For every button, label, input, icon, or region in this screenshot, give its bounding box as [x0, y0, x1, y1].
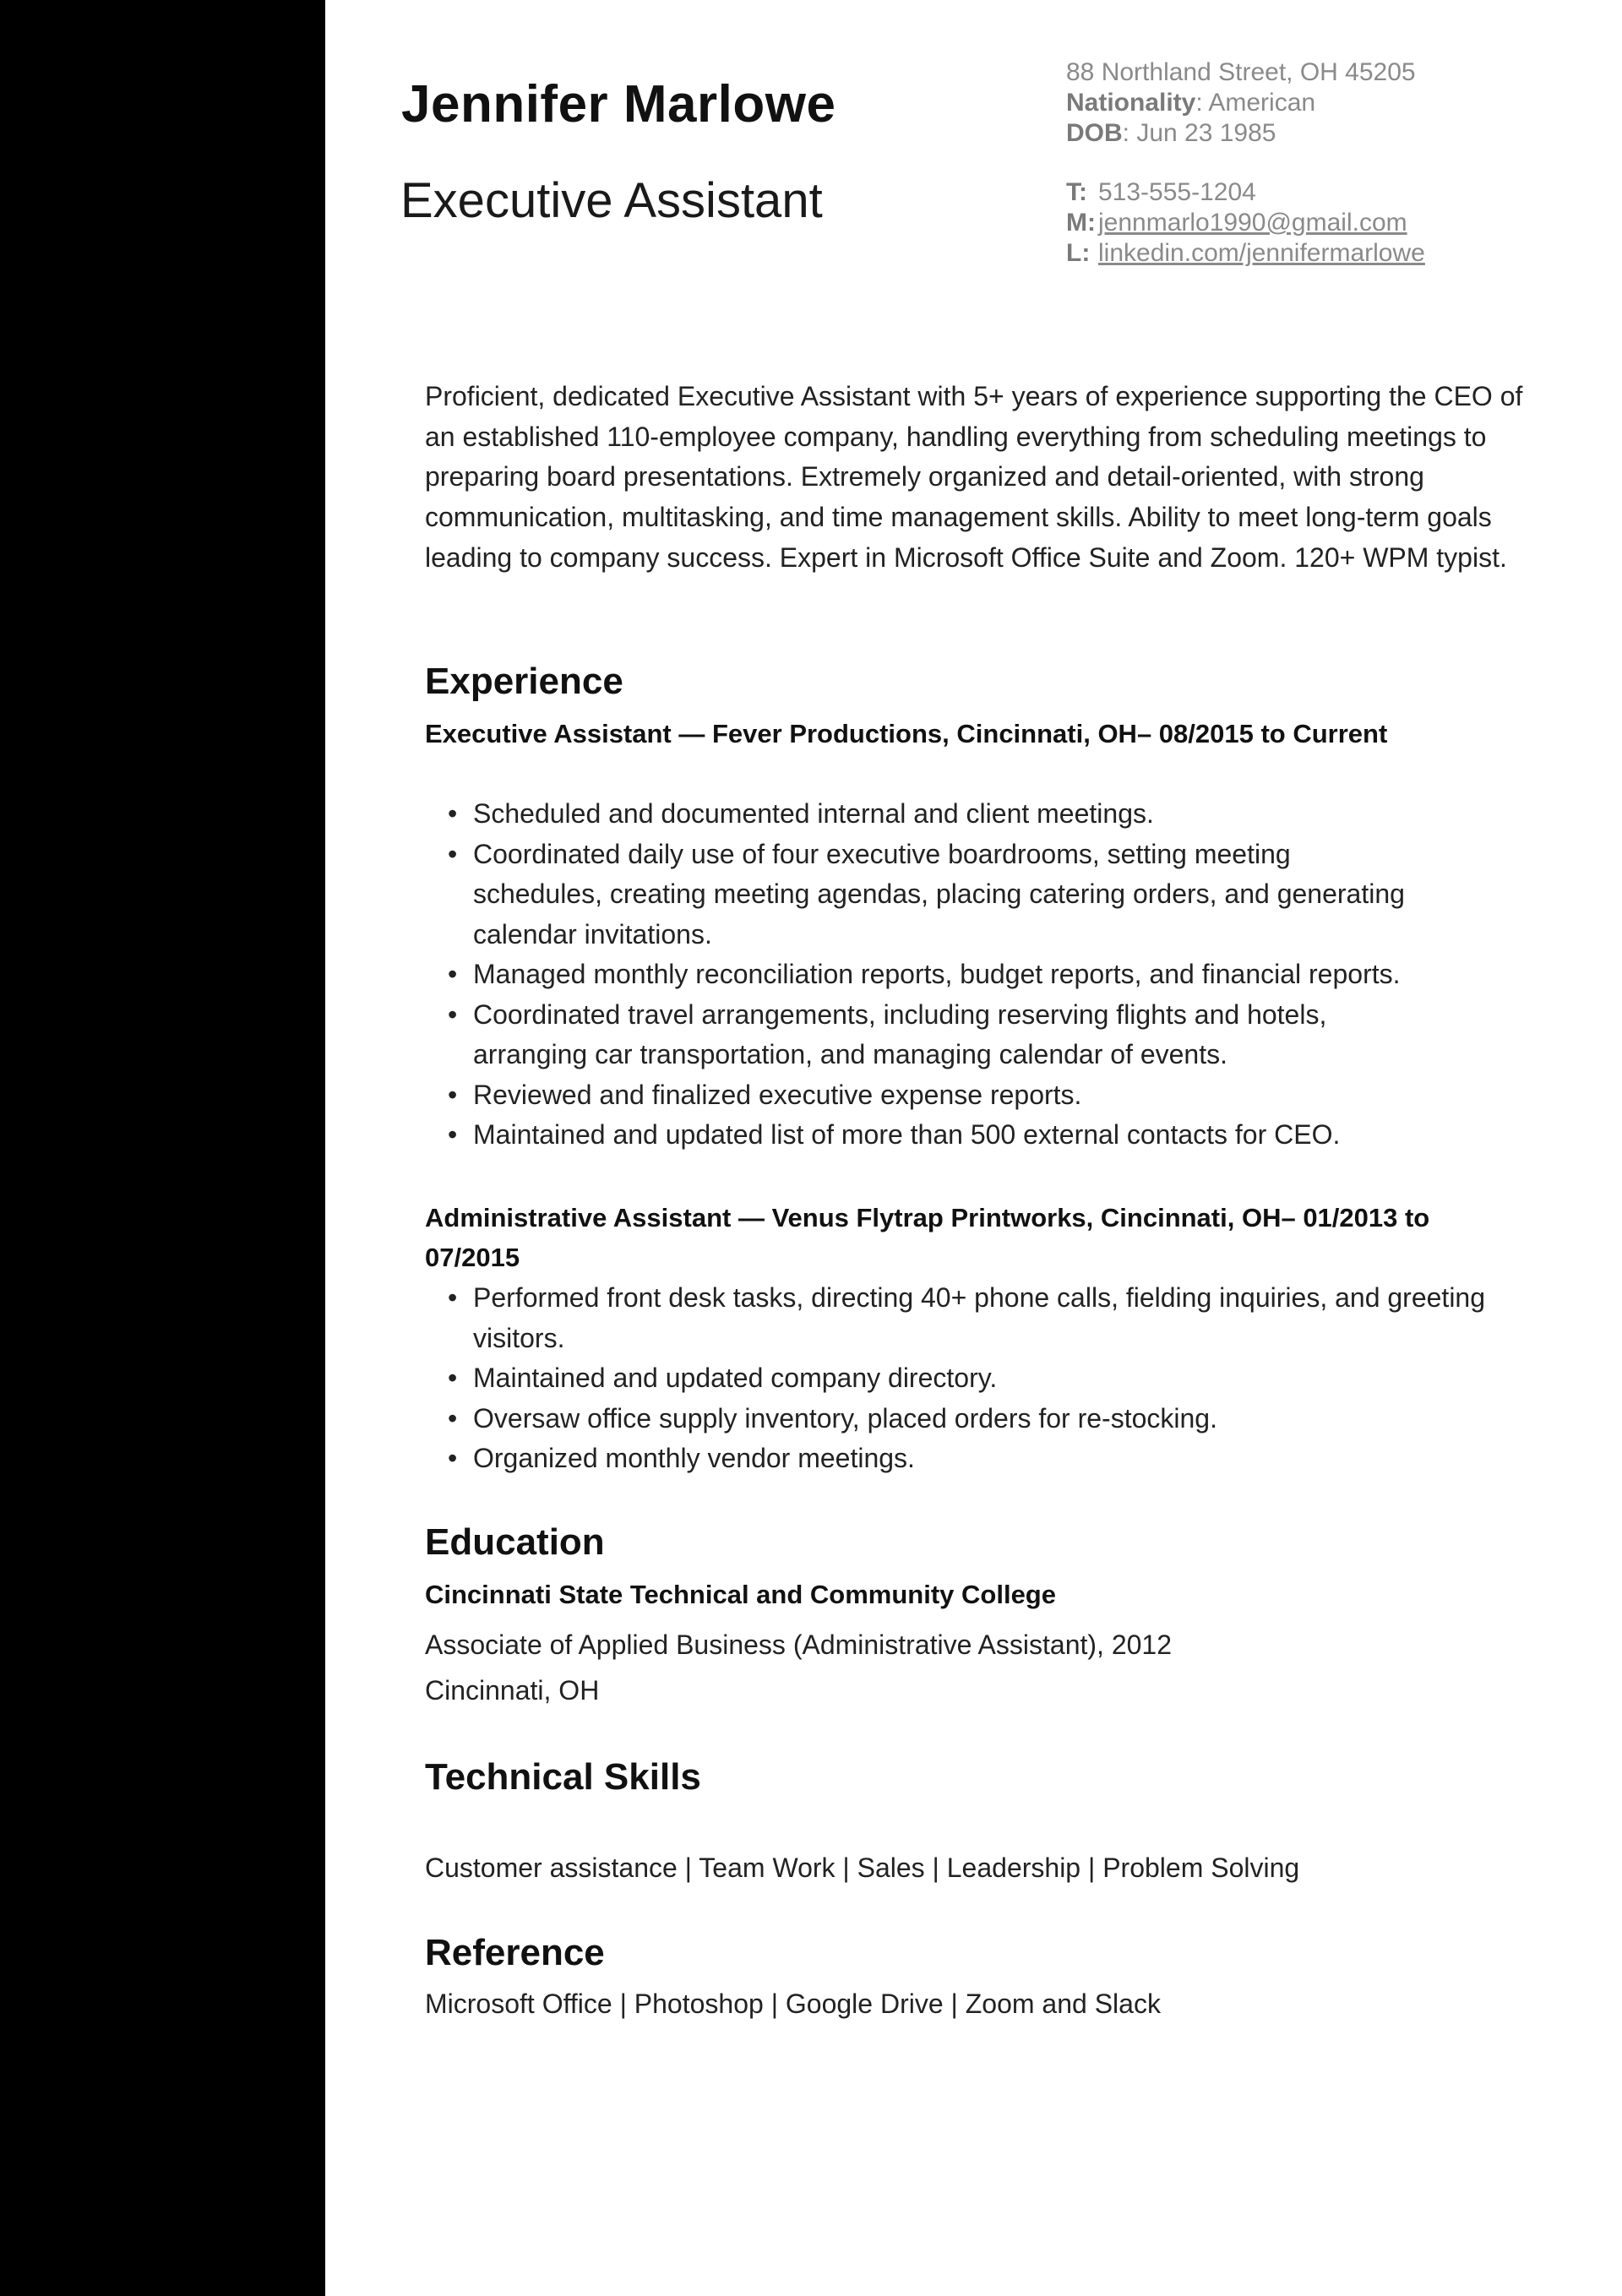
candidate-name: Jennifer Marlowe	[401, 75, 836, 133]
phone-label: T:	[1066, 178, 1087, 206]
list-item: • Coordinated travel arrangements, including reserving flights and hotels, arranging car transportation, and managing calendar of events.	[448, 995, 1428, 1075]
nationality-value: : American	[1195, 89, 1316, 117]
job-title-2: Administrative Assistant — Venus Flytrap Printworks, Cincinnati, OH– 01/2013 to 07/2015	[425, 1203, 1430, 1272]
sidebar-black-bar	[0, 0, 325, 2296]
experience-heading: Experience	[425, 661, 623, 702]
job-1-bullets	[448, 794, 1546, 1156]
list-item: • Coordinated daily use of four executive boardrooms, setting meeting schedules, creating meeting agendas, placing catering orders, and generating calendar invitations.	[448, 835, 1411, 955]
education-location: Cincinnati, OH	[425, 1675, 600, 1706]
linkedin-link[interactable]: linkedin.com/jennifermarlowe	[1098, 239, 1425, 267]
linkedin-label: L:	[1066, 239, 1091, 267]
list-item: • Maintained and updated list of more than 500 external contacts for CEO.	[448, 1115, 1546, 1156]
professional-summary: Proficient, dedicated Executive Assistant with 5+ years of experience supporting the CEO of an established 110-employee company, handling everything from scheduling meetings to preparing board presentations. Extremely organized and detail-oriented, with strong communication, multitasking, and time management skills. Ability to meet long-term goals leading to company success. Expert in Microsoft Office Suite and Zoom. 120+ WPM typist.	[425, 381, 1523, 573]
education-heading: Education	[425, 1521, 605, 1563]
reference-heading: Reference	[425, 1932, 605, 1973]
dob-value: : Jun 23 1985	[1122, 119, 1276, 147]
education-school: Cincinnati State Technical and Community College	[425, 1580, 1056, 1609]
job-title-1: Executive Assistant — Fever Productions, Cincinnati, OH– 08/2015 to Current	[425, 719, 1388, 748]
reference-list: Microsoft Office | Photoshop | Google Drive | Zoom and Slack	[425, 1989, 1161, 2019]
list-item: • Scheduled and documented internal and client meetings.	[448, 794, 1546, 835]
education-degree: Associate of Applied Business (Administrative Assistant), 2012	[425, 1630, 1172, 1660]
candidate-title: Executive Assistant	[400, 173, 823, 228]
list-item: • Performed front desk tasks, directing 40+ phone calls, fielding inquiries, and greeting visitors.	[448, 1278, 1538, 1358]
contact-linkedin	[1066, 238, 1539, 269]
contact-block	[1066, 57, 1539, 269]
email-link[interactable]: jennmarlo1990@gmail.com	[1098, 209, 1407, 237]
contact-email	[1066, 208, 1539, 238]
contact-phone	[1066, 177, 1539, 208]
contact-spacer	[1066, 149, 1539, 177]
contact-dob	[1066, 118, 1539, 149]
nationality-label: Nationality	[1066, 89, 1196, 117]
contact-address: 88 Northland Street, OH 45205	[1066, 58, 1416, 86]
list-item: • Maintained and updated company directory.	[448, 1358, 1546, 1399]
technical-skills-heading: Technical Skills	[425, 1756, 701, 1798]
contact-nationality	[1066, 88, 1539, 118]
email-label: M:	[1066, 209, 1096, 237]
list-item: • Reviewed and finalized executive expense reports.	[448, 1075, 1546, 1116]
list-item: • Oversaw office supply inventory, placed orders for re-stocking.	[448, 1399, 1546, 1439]
list-item: • Organized monthly vendor meetings.	[448, 1439, 1546, 1479]
phone-value: 513-555-1204	[1098, 178, 1256, 206]
technical-skills-list: Customer assistance | Team Work | Sales | Leadership | Problem Solving	[425, 1853, 1300, 1883]
list-item: • Managed monthly reconciliation reports, budget reports, and financial reports.	[448, 955, 1546, 995]
job-2-bullets	[448, 1278, 1546, 1479]
dob-label: DOB	[1066, 119, 1123, 147]
